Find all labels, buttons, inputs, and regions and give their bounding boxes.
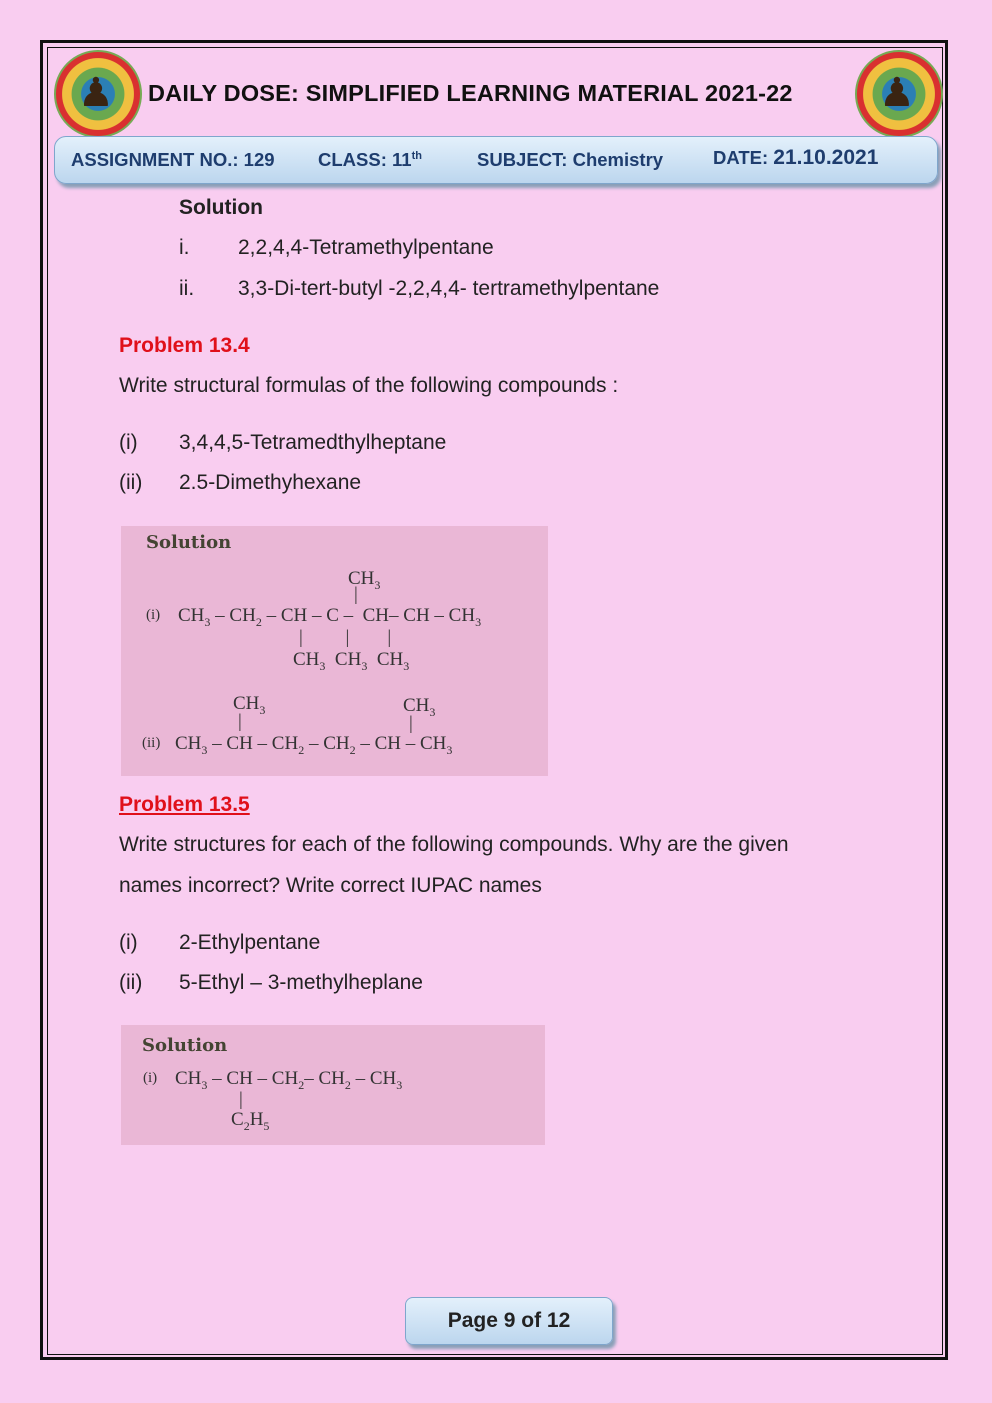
formula-label: (ii) [142,735,161,751]
problem-heading: Problem 13.5 [119,793,250,816]
formula-branch: $CH_3$ $CH_3$ $CH_3$ [293,649,410,673]
school-logo-right: ♟ [855,50,943,138]
solution-item-marker: i. [179,236,190,259]
formula-branch: $CH_3$ [348,568,381,592]
formula-bond: | [239,1089,243,1110]
class-superscript: th [411,149,422,162]
problem-item-text: 3,4,4,5-Tetramedthylheptane [179,431,447,454]
problem-item-text: 5-Ethyl – 3-methylheplane [179,971,423,994]
document-title: DAILY DOSE: SIMPLIFIED LEARNING MATERIAL 2021-22 [148,80,793,106]
page-number: Page 9 of 12 [405,1297,613,1345]
solution-scan-image [121,1025,545,1145]
structural-formula-ii: $CH_3$ – CH – $CH_2 - CH_2$ – CH – $CH_3$ [175,733,453,757]
formula-bond: | [409,713,413,734]
scan-solution-heading: Solution [146,532,232,553]
class-value: CLASS: 11 [318,149,412,170]
problem-heading: Problem 13.4 [119,334,250,357]
problem-item-text: 2-Ethylpentane [179,931,321,954]
problem-question-line: Write structures for each of the following compounds. Why are the given [119,833,789,856]
date-field [713,146,878,170]
solution-item-text: 3,3-Di-tert-butyl -2,2,4,4- tertramethylpentane [238,277,660,300]
problem-item-marker: (i) [119,931,138,954]
school-logo-left: ♟ [54,50,142,138]
solution-item-marker: ii. [179,277,195,300]
problem-item-text: 2.5-Dimethyhexane [179,471,362,494]
solution-scan-image [121,526,548,776]
assignment-number: ASSIGNMENT NO.: 129 [71,149,275,170]
scan-solution-heading: Solution [142,1035,228,1056]
structural-formula-i: $CH_3$ – CH – $CH_2-$ $CH_2 - CH_3$ [175,1068,403,1092]
problem-question: Write structural formulas of the following compounds : [119,374,619,397]
problem-question-line: names incorrect? Write correct IUPAC names [119,874,542,897]
assignment-info-bar [54,136,938,184]
problem-item-marker: (ii) [119,471,143,494]
formula-branch: $CH_3$ [403,695,436,719]
formula-branch: $C_2H_5$ [231,1109,270,1133]
formula-bond: | | | [299,627,392,648]
problem-item-marker: (ii) [119,971,143,994]
formula-bond: | [238,711,242,732]
formula-bond: | [354,584,358,605]
formula-label: (i) [143,1070,158,1086]
formula-label: (i) [146,607,161,623]
solution-item-text: 2,2,4,4-Tetramethylpentane [238,236,494,259]
solution-heading: Solution [179,196,263,219]
problem-item-marker: (i) [119,431,138,454]
date-value: 21.10.2021 [773,146,879,169]
subject-field: SUBJECT: Chemistry [477,149,664,170]
date-label: DATE: [713,147,774,168]
class-field [318,149,422,171]
structural-formula-i: $CH_3 - CH_2$ – CH – C – CH– CH – $CH_3$ [178,605,482,629]
formula-branch: $CH_3$ [233,693,266,717]
